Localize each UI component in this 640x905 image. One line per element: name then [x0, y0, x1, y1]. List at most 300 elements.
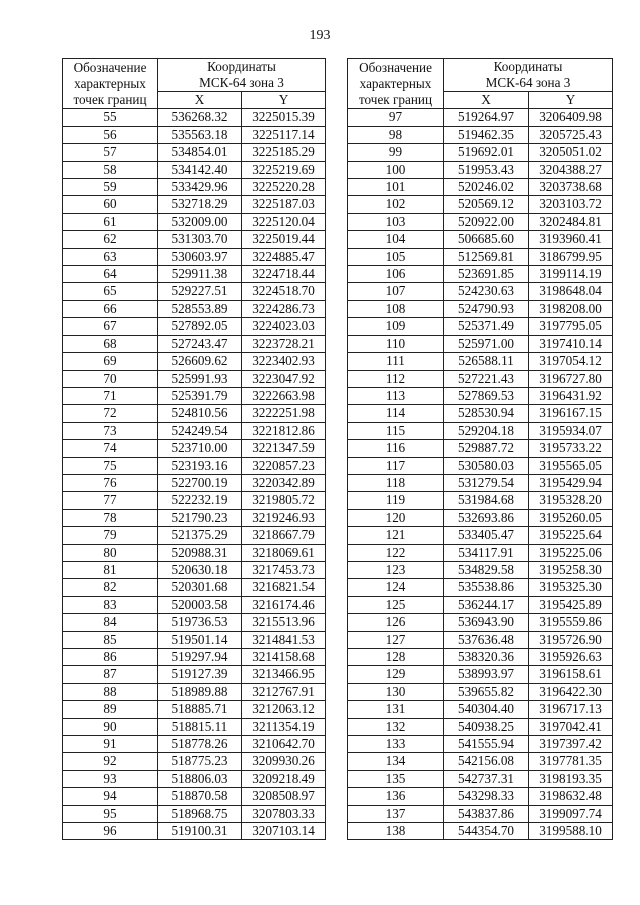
point-number-cell: 62 [63, 231, 158, 248]
table-row [348, 579, 613, 596]
point-number-cell: 61 [63, 213, 158, 230]
table-row [348, 457, 613, 474]
y-coordinate-cell: 3207803.33 [242, 805, 326, 822]
y-coordinate-cell: 3196717.13 [529, 701, 613, 718]
x-coordinate-cell: 534142.40 [158, 161, 242, 178]
x-coordinate-cell: 542737.31 [444, 770, 529, 787]
y-coordinate-cell: 3209930.26 [242, 753, 326, 770]
x-coordinate-cell: 520246.02 [444, 179, 529, 196]
table-row [63, 561, 326, 578]
page-number: 193 [309, 28, 331, 43]
table-row [63, 474, 326, 491]
y-coordinate-cell: 3195258.30 [529, 561, 613, 578]
coordinates-header [158, 59, 326, 92]
point-number-cell: 138 [348, 823, 444, 840]
point-number-cell: 84 [63, 614, 158, 631]
x-coordinate-cell: 524249.54 [158, 422, 242, 439]
y-coordinate-cell: 3224286.73 [242, 300, 326, 317]
table-row [348, 649, 613, 666]
point-number-cell: 107 [348, 283, 444, 300]
y-coordinate-cell: 3217453.73 [242, 561, 326, 578]
x-coordinate-cell: 525371.49 [444, 318, 529, 335]
table-row [63, 788, 326, 805]
point-number-cell: 92 [63, 753, 158, 770]
point-number-cell: 121 [348, 527, 444, 544]
point-number-cell: 102 [348, 196, 444, 213]
x-coordinate-cell: 539655.82 [444, 683, 529, 700]
y-coordinate-cell: 3195225.06 [529, 544, 613, 561]
point-number-cell: 136 [348, 788, 444, 805]
point-number-cell: 70 [63, 370, 158, 387]
point-number-cell: 133 [348, 736, 444, 753]
point-number-cell: 109 [348, 318, 444, 335]
y-coordinate-cell: 3214158.68 [242, 649, 326, 666]
y-coordinate-cell: 3198208.00 [529, 300, 613, 317]
x-coordinate-cell: 519953.43 [444, 161, 529, 178]
y-coordinate-cell: 3216821.54 [242, 579, 326, 596]
y-coordinate-cell: 3212767.91 [242, 683, 326, 700]
y-coordinate-cell: 3222251.98 [242, 405, 326, 422]
x-coordinate-cell: 523710.00 [158, 440, 242, 457]
point-number-cell: 75 [63, 457, 158, 474]
y-coordinate-cell: 3224518.70 [242, 283, 326, 300]
x-coordinate-cell: 512569.81 [444, 248, 529, 265]
y-coordinate-cell: 3195328.20 [529, 492, 613, 509]
x-coordinate-cell: 520569.12 [444, 196, 529, 213]
x-coordinate-cell: 543837.86 [444, 805, 529, 822]
table-row [63, 631, 326, 648]
table-row [348, 283, 613, 300]
x-coordinate-cell: 544354.70 [444, 823, 529, 840]
y-coordinate-cell: 3195429.94 [529, 474, 613, 491]
x-coordinate-cell: 540304.40 [444, 701, 529, 718]
y-coordinate-cell: 3195733.22 [529, 440, 613, 457]
x-coordinate-cell: 531303.70 [158, 231, 242, 248]
x-coordinate-cell: 534854.01 [158, 144, 242, 161]
table-row [348, 561, 613, 578]
y-coordinate-cell: 3195225.64 [529, 527, 613, 544]
x-coordinate-cell: 532718.29 [158, 196, 242, 213]
x-coordinate-cell: 527243.47 [158, 335, 242, 352]
x-header: X [444, 92, 529, 109]
x-coordinate-cell: 518968.75 [158, 805, 242, 822]
table-row [348, 248, 613, 265]
point-number-cell: 125 [348, 596, 444, 613]
y-coordinate-cell: 3225019.44 [242, 231, 326, 248]
table-row [63, 300, 326, 317]
x-coordinate-cell: 520922.00 [444, 213, 529, 230]
point-number-cell: 127 [348, 631, 444, 648]
point-number-cell: 119 [348, 492, 444, 509]
x-coordinate-cell: 524790.93 [444, 300, 529, 317]
point-number-cell: 128 [348, 649, 444, 666]
x-coordinate-cell: 525991.93 [158, 370, 242, 387]
point-number-cell: 111 [348, 353, 444, 370]
table-row [348, 474, 613, 491]
table-row [348, 788, 613, 805]
y-coordinate-cell: 3225220.28 [242, 179, 326, 196]
y-coordinate-cell: 3224023.03 [242, 318, 326, 335]
y-coordinate-cell: 3197410.14 [529, 335, 613, 352]
y-coordinate-cell: 3197042.41 [529, 718, 613, 735]
x-coordinate-cell: 543298.33 [444, 788, 529, 805]
y-coordinate-cell: 3221347.59 [242, 440, 326, 457]
x-coordinate-cell: 525971.00 [444, 335, 529, 352]
table-row [348, 405, 613, 422]
point-number-cell: 123 [348, 561, 444, 578]
x-coordinate-cell: 529911.38 [158, 266, 242, 283]
point-number-cell: 95 [63, 805, 158, 822]
table-row [348, 823, 613, 840]
x-coordinate-cell: 519462.35 [444, 126, 529, 143]
point-number-cell: 65 [63, 283, 158, 300]
table-row [63, 370, 326, 387]
table-row [348, 231, 613, 248]
table-row [348, 527, 613, 544]
table-row [348, 631, 613, 648]
y-coordinate-cell: 3219246.93 [242, 509, 326, 526]
x-coordinate-cell: 540938.25 [444, 718, 529, 735]
table-row [348, 161, 613, 178]
x-coordinate-cell: 518778.26 [158, 736, 242, 753]
x-coordinate-cell: 529227.51 [158, 283, 242, 300]
point-number-cell: 58 [63, 161, 158, 178]
point-number-cell: 89 [63, 701, 158, 718]
point-number-cell: 57 [63, 144, 158, 161]
point-number-cell: 117 [348, 457, 444, 474]
table-row [63, 161, 326, 178]
x-coordinate-cell: 529204.18 [444, 422, 529, 439]
y-coordinate-cell: 3198648.04 [529, 283, 613, 300]
y-coordinate-cell: 3223047.92 [242, 370, 326, 387]
table-row [63, 614, 326, 631]
y-coordinate-cell: 3215513.96 [242, 614, 326, 631]
y-coordinate-cell: 3225185.29 [242, 144, 326, 161]
y-coordinate-cell: 3202484.81 [529, 213, 613, 230]
point-number-cell: 76 [63, 474, 158, 491]
table-row [63, 649, 326, 666]
table-row [63, 422, 326, 439]
point-number-cell: 56 [63, 126, 158, 143]
table-row [63, 196, 326, 213]
coordinates-title: Координаты [493, 59, 563, 74]
point-number-cell: 68 [63, 335, 158, 352]
y-coordinate-cell: 3218069.61 [242, 544, 326, 561]
y-coordinate-cell: 3211354.19 [242, 718, 326, 735]
point-number-cell: 63 [63, 248, 158, 265]
point-number-cell: 113 [348, 387, 444, 404]
point-label-header [348, 59, 444, 109]
x-coordinate-cell: 526609.62 [158, 353, 242, 370]
y-coordinate-cell: 3205051.02 [529, 144, 613, 161]
y-coordinate-cell: 3195934.07 [529, 422, 613, 439]
table-row [348, 614, 613, 631]
x-coordinate-cell: 530603.97 [158, 248, 242, 265]
y-coordinate-cell: 3225015.39 [242, 109, 326, 126]
y-coordinate-cell: 3199097.74 [529, 805, 613, 822]
table-row [63, 440, 326, 457]
point-number-cell: 93 [63, 770, 158, 787]
table-row [348, 770, 613, 787]
y-coordinate-cell: 3195926.63 [529, 649, 613, 666]
x-coordinate-cell: 535563.18 [158, 126, 242, 143]
x-coordinate-cell: 537636.48 [444, 631, 529, 648]
y-coordinate-cell: 3197397.42 [529, 736, 613, 753]
table-row [63, 231, 326, 248]
y-coordinate-cell: 3210642.70 [242, 736, 326, 753]
point-number-cell: 104 [348, 231, 444, 248]
table-row [348, 196, 613, 213]
y-coordinate-cell: 3196431.92 [529, 387, 613, 404]
table-row [348, 544, 613, 561]
y-coordinate-cell: 3195726.90 [529, 631, 613, 648]
x-coordinate-cell: 523193.16 [158, 457, 242, 474]
table-row [348, 805, 613, 822]
point-number-cell: 114 [348, 405, 444, 422]
point-label-line: характерных [359, 75, 432, 91]
y-coordinate-cell: 3197795.05 [529, 318, 613, 335]
table-body [348, 109, 613, 840]
x-coordinate-cell: 519100.31 [158, 823, 242, 840]
x-coordinate-cell: 527869.53 [444, 387, 529, 404]
coordinates-table-right [347, 58, 613, 840]
table-row [348, 440, 613, 457]
x-coordinate-cell: 532009.00 [158, 213, 242, 230]
table-row [348, 492, 613, 509]
table-row [63, 805, 326, 822]
x-coordinate-cell: 527892.05 [158, 318, 242, 335]
point-number-cell: 73 [63, 422, 158, 439]
point-number-cell: 112 [348, 370, 444, 387]
point-number-cell: 118 [348, 474, 444, 491]
y-coordinate-cell: 3186799.95 [529, 248, 613, 265]
point-number-cell: 124 [348, 579, 444, 596]
point-number-cell: 132 [348, 718, 444, 735]
point-number-cell: 74 [63, 440, 158, 457]
table-row [348, 109, 613, 126]
table-row [63, 248, 326, 265]
point-number-cell: 64 [63, 266, 158, 283]
point-number-cell: 101 [348, 179, 444, 196]
point-number-cell: 67 [63, 318, 158, 335]
y-coordinate-cell: 3224885.47 [242, 248, 326, 265]
x-coordinate-cell: 525391.79 [158, 387, 242, 404]
y-coordinate-cell: 3224718.44 [242, 266, 326, 283]
point-number-cell: 98 [348, 126, 444, 143]
x-coordinate-cell: 518806.03 [158, 770, 242, 787]
point-number-cell: 69 [63, 353, 158, 370]
point-number-cell: 82 [63, 579, 158, 596]
x-coordinate-cell: 524230.63 [444, 283, 529, 300]
y-coordinate-cell: 3223728.21 [242, 335, 326, 352]
y-coordinate-cell: 3222663.98 [242, 387, 326, 404]
table-row [63, 266, 326, 283]
x-coordinate-cell: 519736.53 [158, 614, 242, 631]
table-row [348, 509, 613, 526]
y-coordinate-cell: 3225120.04 [242, 213, 326, 230]
point-number-cell: 88 [63, 683, 158, 700]
point-number-cell: 100 [348, 161, 444, 178]
y-coordinate-cell: 3223402.93 [242, 353, 326, 370]
point-label-line: точек границ [358, 91, 433, 107]
point-number-cell: 60 [63, 196, 158, 213]
table-row [348, 300, 613, 317]
y-coordinate-cell: 3199588.10 [529, 823, 613, 840]
table-row [63, 387, 326, 404]
table-row [348, 318, 613, 335]
table-row [63, 579, 326, 596]
point-label-line: Обозначение [73, 59, 147, 75]
y-coordinate-cell: 3197054.12 [529, 353, 613, 370]
y-coordinate-cell: 3196158.61 [529, 666, 613, 683]
y-coordinate-cell: 3219805.72 [242, 492, 326, 509]
table-row [63, 126, 326, 143]
y-coordinate-cell: 3216174.46 [242, 596, 326, 613]
table-row [348, 596, 613, 613]
x-coordinate-cell: 518775.23 [158, 753, 242, 770]
point-number-cell: 131 [348, 701, 444, 718]
table-row [63, 335, 326, 352]
x-coordinate-cell: 530580.03 [444, 457, 529, 474]
table-row [63, 736, 326, 753]
point-number-cell: 122 [348, 544, 444, 561]
x-coordinate-cell: 536268.32 [158, 109, 242, 126]
table-row [63, 753, 326, 770]
table-row [348, 718, 613, 735]
table-row [63, 405, 326, 422]
x-coordinate-cell: 531279.54 [444, 474, 529, 491]
y-coordinate-cell: 3208508.97 [242, 788, 326, 805]
y-coordinate-cell: 3212063.12 [242, 701, 326, 718]
point-label-line: характерных [74, 75, 146, 91]
y-coordinate-cell: 3220857.23 [242, 457, 326, 474]
point-number-cell: 91 [63, 736, 158, 753]
x-coordinate-cell: 535538.86 [444, 579, 529, 596]
x-coordinate-cell: 521375.29 [158, 527, 242, 544]
y-coordinate-cell: 3213466.95 [242, 666, 326, 683]
point-number-cell: 116 [348, 440, 444, 457]
point-number-cell: 81 [63, 561, 158, 578]
y-coordinate-cell: 3193960.41 [529, 231, 613, 248]
table-row [348, 266, 613, 283]
x-coordinate-cell: 518989.88 [158, 683, 242, 700]
point-number-cell: 99 [348, 144, 444, 161]
point-number-cell: 77 [63, 492, 158, 509]
table-row [348, 736, 613, 753]
x-coordinate-cell: 523691.85 [444, 266, 529, 283]
point-number-cell: 96 [63, 823, 158, 840]
y-coordinate-cell: 3218667.79 [242, 527, 326, 544]
point-number-cell: 79 [63, 527, 158, 544]
table-row [63, 144, 326, 161]
table-row [63, 492, 326, 509]
point-number-cell: 80 [63, 544, 158, 561]
table-row [348, 387, 613, 404]
point-number-cell: 110 [348, 335, 444, 352]
table-row [63, 509, 326, 526]
x-coordinate-cell: 533429.96 [158, 179, 242, 196]
y-coordinate-cell: 3225117.14 [242, 126, 326, 143]
y-coordinate-cell: 3221812.86 [242, 422, 326, 439]
y-coordinate-cell: 3198193.35 [529, 770, 613, 787]
point-number-cell: 120 [348, 509, 444, 526]
coordinate-system: МСК-64 зона 3 [199, 75, 284, 90]
point-number-cell: 83 [63, 596, 158, 613]
y-coordinate-cell: 3195565.05 [529, 457, 613, 474]
x-coordinate-cell: 518815.11 [158, 718, 242, 735]
y-coordinate-cell: 3214841.53 [242, 631, 326, 648]
y-coordinate-cell: 3225187.03 [242, 196, 326, 213]
table-row [63, 596, 326, 613]
table-row [63, 213, 326, 230]
point-number-cell: 90 [63, 718, 158, 735]
table-row [63, 318, 326, 335]
y-coordinate-cell: 3196422.30 [529, 683, 613, 700]
point-number-cell: 72 [63, 405, 158, 422]
x-coordinate-cell: 518870.58 [158, 788, 242, 805]
table-row [63, 770, 326, 787]
x-coordinate-cell: 520630.18 [158, 561, 242, 578]
table-row [63, 109, 326, 126]
y-coordinate-cell: 3199114.19 [529, 266, 613, 283]
point-number-cell: 66 [63, 300, 158, 317]
table-row [63, 544, 326, 561]
table-row [348, 213, 613, 230]
x-coordinate-cell: 520988.31 [158, 544, 242, 561]
y-coordinate-cell: 3198632.48 [529, 788, 613, 805]
x-coordinate-cell: 524810.56 [158, 405, 242, 422]
x-coordinate-cell: 519501.14 [158, 631, 242, 648]
y-coordinate-cell: 3195325.30 [529, 579, 613, 596]
point-number-cell: 55 [63, 109, 158, 126]
coordinates-table-left [62, 58, 326, 840]
x-coordinate-cell: 527221.43 [444, 370, 529, 387]
x-coordinate-cell: 536244.17 [444, 596, 529, 613]
coordinate-system: МСК-64 зона 3 [485, 75, 571, 90]
point-label-line: Обозначение [359, 59, 432, 75]
y-coordinate-cell: 3196727.80 [529, 370, 613, 387]
table-row [348, 683, 613, 700]
x-coordinate-cell: 522232.19 [158, 492, 242, 509]
point-number-cell: 115 [348, 422, 444, 439]
x-coordinate-cell: 519127.39 [158, 666, 242, 683]
x-coordinate-cell: 532693.86 [444, 509, 529, 526]
y-header: Y [529, 92, 613, 109]
table-body [63, 109, 326, 840]
y-coordinate-cell: 3209218.49 [242, 770, 326, 787]
point-number-cell: 103 [348, 213, 444, 230]
point-label-line: точек границ [73, 91, 147, 107]
point-number-cell: 105 [348, 248, 444, 265]
table-row [63, 179, 326, 196]
x-coordinate-cell: 519264.97 [444, 109, 529, 126]
table-row [63, 823, 326, 840]
y-coordinate-cell: 3203103.72 [529, 196, 613, 213]
table-row [63, 718, 326, 735]
y-coordinate-cell: 3207103.14 [242, 823, 326, 840]
x-coordinate-cell: 519297.94 [158, 649, 242, 666]
x-coordinate-cell: 520301.68 [158, 579, 242, 596]
table-row [348, 422, 613, 439]
x-coordinate-cell: 526588.11 [444, 353, 529, 370]
x-coordinate-cell: 520003.58 [158, 596, 242, 613]
point-label-header [63, 59, 158, 109]
y-coordinate-cell: 3197781.35 [529, 753, 613, 770]
x-coordinate-cell: 531984.68 [444, 492, 529, 509]
x-coordinate-cell: 522700.19 [158, 474, 242, 491]
x-coordinate-cell: 534117.91 [444, 544, 529, 561]
point-number-cell: 126 [348, 614, 444, 631]
